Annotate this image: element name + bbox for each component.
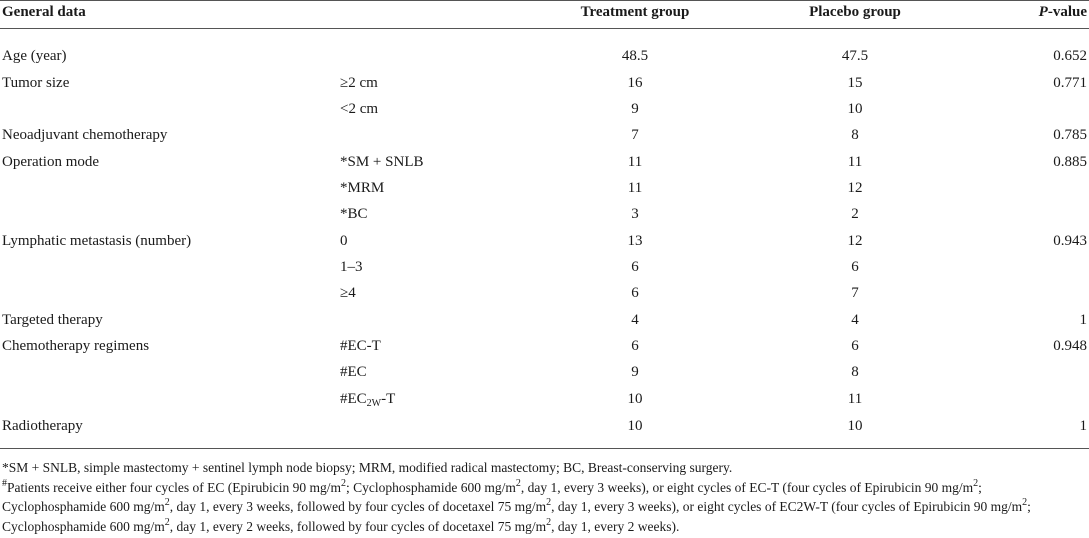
footnote-line-1 — [2, 477, 982, 495]
footnote-text: ; — [1027, 499, 1031, 514]
footnote-text: , day 1, every 2 weeks, followed by four cycles of docetaxel 75 mg/m — [169, 518, 547, 534]
row-treatment: 10 — [627, 418, 643, 434]
row-label: Neoadjuvant chemotherapy — [2, 127, 168, 143]
row-sub: #EC-T — [340, 338, 381, 354]
row-sub: ≥4 — [340, 285, 356, 301]
table-row — [0, 153, 1089, 173]
row-label: Operation mode — [2, 154, 100, 170]
row-sub: 0 — [340, 233, 348, 249]
row-placebo: 8 — [851, 127, 859, 143]
row-sub: *SM + SNLB — [340, 154, 424, 170]
table-row — [0, 311, 1089, 331]
header-p-rest: -value — [1047, 4, 1087, 20]
row-placebo: 47.5 — [841, 48, 869, 64]
header-p-value — [1039, 3, 1087, 21]
table-row — [0, 232, 1089, 252]
table-row — [0, 258, 1089, 278]
row-placebo: 6 — [851, 259, 859, 275]
row-placebo: 11 — [847, 154, 863, 170]
footnote-marker: # — [2, 477, 7, 489]
row-placebo: 8 — [851, 364, 859, 380]
footnote-text: Cyclophosphamide 600 mg/m — [2, 518, 165, 534]
superscript: 2 — [973, 477, 979, 489]
row-label: Lymphatic metastasis (number) — [2, 233, 192, 249]
row-sub: 1–3 — [340, 259, 363, 275]
table-row — [0, 179, 1089, 199]
table-row — [0, 205, 1089, 225]
row-treatment: 11 — [627, 154, 643, 170]
footnote-text: Cyclophosphamide 600 mg/m — [2, 499, 165, 514]
header-general-data: General data — [2, 4, 86, 20]
superscript: 2 — [164, 497, 170, 508]
row-label: Targeted therapy — [2, 312, 103, 328]
row-treatment: 16 — [627, 75, 643, 91]
row-treatment: 6 — [631, 338, 639, 354]
superscript: 2 — [1022, 497, 1028, 508]
footnote-text: ; — [978, 479, 982, 495]
row-placebo: 15 — [847, 75, 863, 91]
row-placebo: 7 — [851, 285, 859, 301]
header-placebo-group: Placebo group — [809, 4, 901, 20]
footnote-text: Patients receive either four cycles of EC (Epirubicin 90 mg/m — [7, 479, 342, 495]
row-sub — [340, 390, 395, 408]
row-treatment: 6 — [631, 259, 639, 275]
superscript: 2 — [515, 477, 521, 489]
row-label: Chemotherapy regimens — [2, 338, 150, 354]
row-sub: <2 cm — [340, 101, 379, 117]
header-rule — [0, 28, 1089, 29]
row-sub: *MRM — [340, 180, 385, 196]
footnote-text: , day 1, every 3 weeks, followed by four cycles of docetaxel 75 mg/m — [169, 499, 547, 514]
row-treatment: 4 — [631, 312, 639, 328]
table-row — [0, 47, 1089, 67]
bottom-rule — [0, 448, 1089, 449]
header-treatment-group: Treatment group — [580, 4, 690, 20]
row-placebo: 12 — [847, 180, 863, 196]
header-p-italic: P — [1038, 4, 1048, 20]
row-treatment: 11 — [627, 180, 643, 196]
row-p-value: 0.943 — [1053, 233, 1087, 249]
row-placebo: 11 — [847, 391, 863, 407]
row-p-value: 0.652 — [1053, 48, 1087, 64]
table-row — [0, 74, 1089, 94]
footnote-text: ; Cyclophosphamide 600 mg/m — [346, 479, 516, 495]
top-rule — [0, 0, 1089, 1]
row-p-value: 0.948 — [1053, 338, 1087, 354]
superscript: 2 — [546, 497, 552, 508]
row-treatment: 13 — [627, 233, 643, 249]
row-sub: ≥2 cm — [340, 75, 378, 91]
row-placebo: 4 — [851, 312, 859, 328]
table-row — [0, 417, 1089, 437]
footnote-text: , day 1, every 2 weeks). — [551, 518, 680, 534]
row-sub: #EC — [340, 364, 367, 380]
table-row — [0, 390, 1089, 410]
footnote-line-2 — [2, 499, 1031, 514]
footnote-abbreviations: *SM + SNLB, simple mastectomy + sentinel lymph node biopsy; MRM, modified radical mastectomy; BC, Breast-conserving surgery. — [2, 460, 733, 475]
row-placebo: 12 — [847, 233, 863, 249]
row-p-value: 1 — [1079, 312, 1087, 328]
footnote-regimens — [2, 478, 1087, 537]
row-p-value: 0.771 — [1053, 75, 1087, 91]
row-p-value: 0.785 — [1053, 127, 1087, 143]
row-treatment: 9 — [631, 364, 639, 380]
row-sub-suffix: -T — [381, 391, 396, 407]
row-placebo: 6 — [851, 338, 859, 354]
table-footnotes — [2, 458, 1087, 536]
table-row — [0, 284, 1089, 304]
row-treatment: 9 — [631, 101, 639, 117]
row-placebo: 2 — [851, 206, 859, 222]
superscript: 2 — [164, 516, 170, 528]
row-placebo: 10 — [847, 101, 863, 117]
row-sub-subscript: 2W — [366, 398, 382, 409]
row-label: Age (year) — [2, 48, 67, 64]
row-p-value: 0.885 — [1053, 154, 1087, 170]
row-treatment: 6 — [631, 285, 639, 301]
row-treatment: 7 — [631, 127, 639, 143]
footnote-text: , day 1, every 3 weeks), or eight cycles of EC2W-T (four cycles of Epirubicin 90 mg/m — [551, 499, 1023, 514]
table-row — [0, 100, 1089, 120]
row-placebo: 10 — [847, 418, 863, 434]
row-label: Radiotherapy — [2, 418, 83, 434]
footnote-line-3 — [2, 516, 680, 534]
row-treatment: 3 — [631, 206, 639, 222]
row-sub-base: #EC — [340, 391, 367, 407]
footnote-text: , day 1, every 3 weeks), or eight cycles of EC-T (four cycles of Epirubicin 90 mg/m — [520, 479, 974, 495]
row-label: Tumor size — [2, 75, 70, 91]
row-treatment: 48.5 — [621, 48, 649, 64]
superscript: 2 — [546, 516, 552, 528]
row-treatment: 10 — [627, 391, 643, 407]
row-sub: *BC — [340, 206, 368, 222]
table-row — [0, 337, 1089, 357]
table-row — [0, 363, 1089, 383]
table-row — [0, 126, 1089, 146]
row-p-value: 1 — [1079, 418, 1087, 434]
superscript: 2 — [341, 477, 347, 489]
